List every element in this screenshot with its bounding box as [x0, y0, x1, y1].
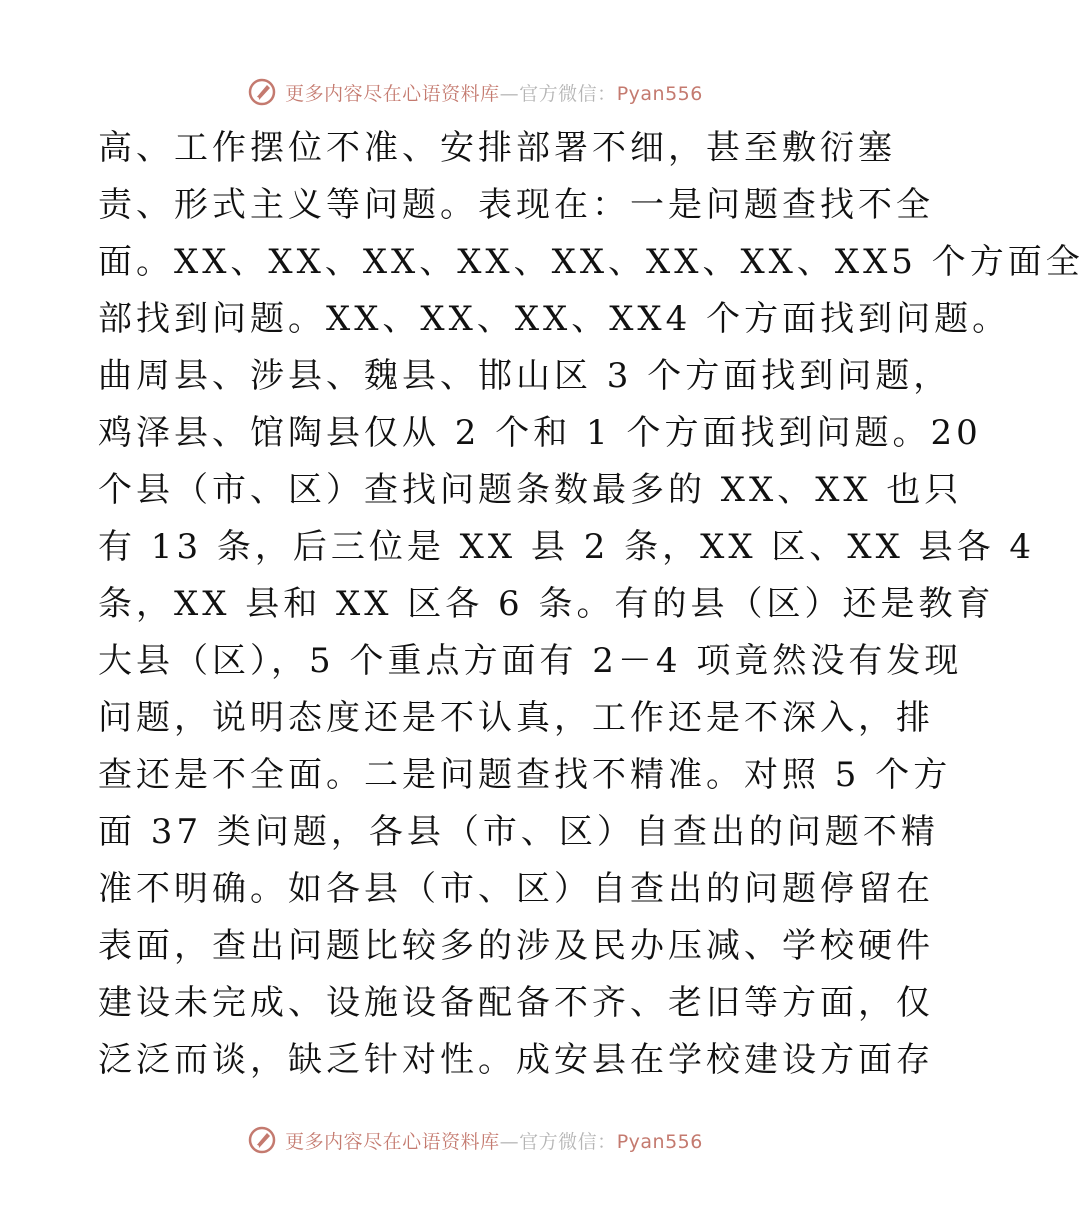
text-line: 有 13 条，后三位是 XX 县 2 条，XX 区、XX 县各 4	[98, 527, 1036, 567]
watermark-prefix: 更多内容尽在心语资料库	[285, 1130, 500, 1153]
text-line: 责、形式主义等问题。表现在：一是问题查找不全	[98, 185, 934, 225]
text-line: 条，XX 县和 XX 区各 6 条。有的县（区）还是教育	[98, 584, 995, 624]
text-line: 曲周县、涉县、魏县、邯山区 3 个方面找到问题，	[98, 356, 952, 396]
text-line: 鸡泽县、馆陶县仅从 2 个和 1 个方面找到问题。20	[98, 413, 982, 453]
pen-logo-icon	[247, 77, 277, 107]
header-watermark	[0, 72, 950, 112]
watermark-id: Pyan556	[616, 1130, 703, 1153]
text-line: 准不明确。如各县（市、区）自查出的问题停留在	[98, 869, 934, 909]
watermark-middle: 官方微信：	[519, 1130, 617, 1153]
watermark-text	[285, 1127, 703, 1154]
watermark-id: Pyan556	[616, 82, 703, 105]
watermark-middle: 官方微信：	[519, 82, 617, 105]
text-line: 表面，查出问题比较多的涉及民办压减、学校硬件	[98, 926, 934, 966]
pen-logo-icon	[247, 1125, 277, 1155]
text-line: 高、工作摆位不准、安排部署不细，甚至敷衍塞	[98, 128, 896, 168]
watermark-prefix: 更多内容尽在心语资料库	[285, 82, 500, 105]
text-line: 查还是不全面。二是问题查找不精准。对照 5 个方	[98, 755, 952, 795]
text-line: 面。XX、XX、XX、XX、XX、XX、XX、XX5 个方面全	[98, 242, 1084, 282]
text-line: 面 37 类问题，各县（市、区）自查出的问题不精	[98, 812, 939, 852]
watermark-dash: —	[499, 1130, 520, 1153]
footer-watermark	[0, 1120, 950, 1160]
text-line: 泛泛而谈，缺乏针对性。成安县在学校建设方面存	[98, 1040, 934, 1080]
watermark-dash: —	[499, 82, 520, 105]
text-line: 大县（区），5 个重点方面有 2－4 项竟然没有发现	[98, 641, 963, 681]
text-line: 建设未完成、设施设备配备不齐、老旧等方面，仅	[98, 983, 934, 1023]
text-line: 部找到问题。XX、XX、XX、XX4 个方面找到问题。	[98, 299, 1011, 339]
text-line: 问题，说明态度还是不认真，工作还是不深入，排	[98, 698, 934, 738]
document-body	[98, 120, 1084, 1089]
watermark-text	[285, 79, 703, 106]
text-line: 个县（市、区）查找问题条数最多的 XX、XX 也只	[98, 470, 963, 510]
